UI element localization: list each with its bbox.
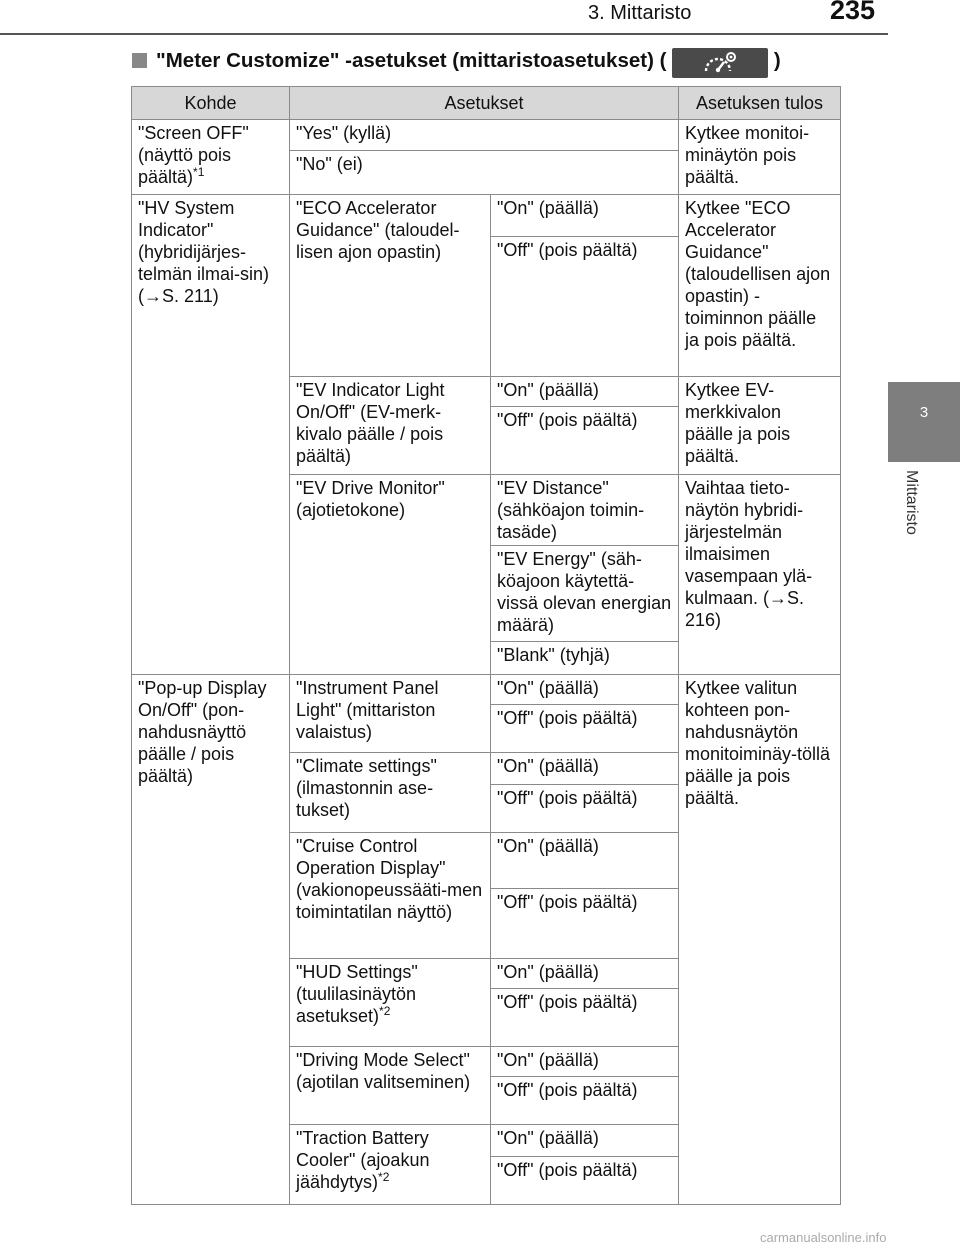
- result-cell: Vaihtaa tieto-näytön hybridi-järjestelmän ilmaisimen vasempaan ylä-kulmaan. (→S. 216): [679, 475, 841, 675]
- column-header: Asetuksen tulos: [679, 87, 841, 120]
- table-header-row: [132, 87, 841, 120]
- setting-cell: "Climate settings" (ilmastonnin ase-tukset): [290, 753, 491, 833]
- option-cell: "On" (päällä): [491, 833, 679, 889]
- item-cell: "Pop-up Display On/Off" (pon-nahdusnäyttö päälle / pois päältä): [132, 675, 290, 1205]
- setting-cell: "EV Drive Monitor" (ajotietokone): [290, 475, 491, 675]
- option-cell: "No" (ei): [290, 151, 679, 195]
- option-cell: "Off" (pois päältä): [491, 889, 679, 959]
- table-row: [132, 195, 841, 237]
- option-cell: "Off" (pois päältä): [491, 785, 679, 833]
- chapter-tab: [888, 382, 960, 462]
- option-cell: "On" (päällä): [491, 675, 679, 705]
- table-row: [132, 120, 841, 151]
- result-cell: Kytkee valitun kohteen pon-nahdusnäytön monitoiminäy-töllä päälle ja pois päältä.: [679, 675, 841, 1205]
- table-row: [132, 675, 841, 705]
- watermark: carmanualsonline.info: [760, 1230, 887, 1245]
- option-cell: "Off" (pois päältä): [491, 1077, 679, 1125]
- result-cell: Kytkee "ECO Accelerator Guidance" (taloudellisen ajon opastin) -toiminnon päälle ja pois päältä.: [679, 195, 841, 377]
- option-cell: "EV Distance" (sähköajon toimin-tasäde): [491, 475, 679, 546]
- page-number: 235: [830, 0, 876, 25]
- meter-settings-icon: [672, 48, 768, 78]
- square-bullet-icon: [132, 53, 147, 68]
- option-cell: "EV Energy" (säh-köajoon käytettä-vissä olevan energian määrä): [491, 546, 679, 642]
- chapter-tab-number: 3: [919, 404, 929, 421]
- item-cell: "HV System Indicator" (hybridijärjes-telmän ilmai-sin) (→S. 211): [132, 195, 290, 675]
- setting-cell: "Cruise Control Operation Display" (vakionopeussääti-men toimintatilan näyttö): [290, 833, 491, 959]
- option-cell: "Off" (pois päältä): [491, 237, 679, 377]
- option-cell: "On" (päällä): [491, 753, 679, 785]
- footnote-marker: *1: [193, 165, 205, 179]
- header-rule: [0, 33, 888, 35]
- option-cell: "Off" (pois päältä): [491, 705, 679, 753]
- option-cell: "On" (päällä): [491, 1047, 679, 1077]
- chapter-tab-label: Mittaristo: [903, 470, 920, 535]
- option-cell: "On" (päällä): [491, 959, 679, 989]
- footnote-marker: *2: [378, 1170, 390, 1184]
- setting-cell: [290, 959, 491, 1047]
- option-cell: "Off" (pois päältä): [491, 1157, 679, 1205]
- footnote-marker: *2: [379, 1004, 391, 1018]
- setting-cell: "ECO Accelerator Guidance" (taloudel-lisen ajon opastin): [290, 195, 491, 377]
- setting-cell: "Driving Mode Select" (ajotilan valitseminen): [290, 1047, 491, 1125]
- option-cell: "Blank" (tyhjä): [491, 642, 679, 675]
- chapter-title: 3. Mittaristo: [588, 2, 692, 24]
- option-cell: "On" (päällä): [491, 1125, 679, 1157]
- option-cell: "Off" (pois päältä): [491, 989, 679, 1047]
- option-cell: "On" (päällä): [491, 377, 679, 407]
- option-cell: "Yes" (kyllä): [290, 120, 679, 151]
- option-cell: "On" (päällä): [491, 195, 679, 237]
- section-heading: [132, 48, 781, 78]
- column-header: Asetukset: [290, 87, 679, 120]
- setting-text: "HUD Settings" (tuulilasinäytön asetukset): [296, 962, 418, 1026]
- section-title: "Meter Customize" -asetukset (mittaristoasetukset) (: [156, 49, 667, 72]
- setting-cell: [290, 1125, 491, 1205]
- column-header: Kohde: [132, 87, 290, 120]
- setting-text: "Traction Battery Cooler" (ajoakun jäähdytys): [296, 1128, 430, 1192]
- setting-cell: "Instrument Panel Light" (mittariston valaistus): [290, 675, 491, 753]
- result-cell: Kytkee monitoi-minäytön pois päältä.: [679, 120, 841, 195]
- result-cell: Kytkee EV-merkkivalon päälle ja pois päältä.: [679, 377, 841, 475]
- item-text: "Screen OFF" (näyttö pois päältä): [138, 123, 249, 187]
- settings-table: [131, 86, 841, 1205]
- section-title-end: ): [773, 49, 781, 72]
- setting-cell: "EV Indicator Light On/Off" (EV-merk-kivalo päälle / pois päältä): [290, 377, 491, 475]
- option-cell: "Off" (pois päältä): [491, 407, 679, 475]
- item-cell: [132, 120, 290, 195]
